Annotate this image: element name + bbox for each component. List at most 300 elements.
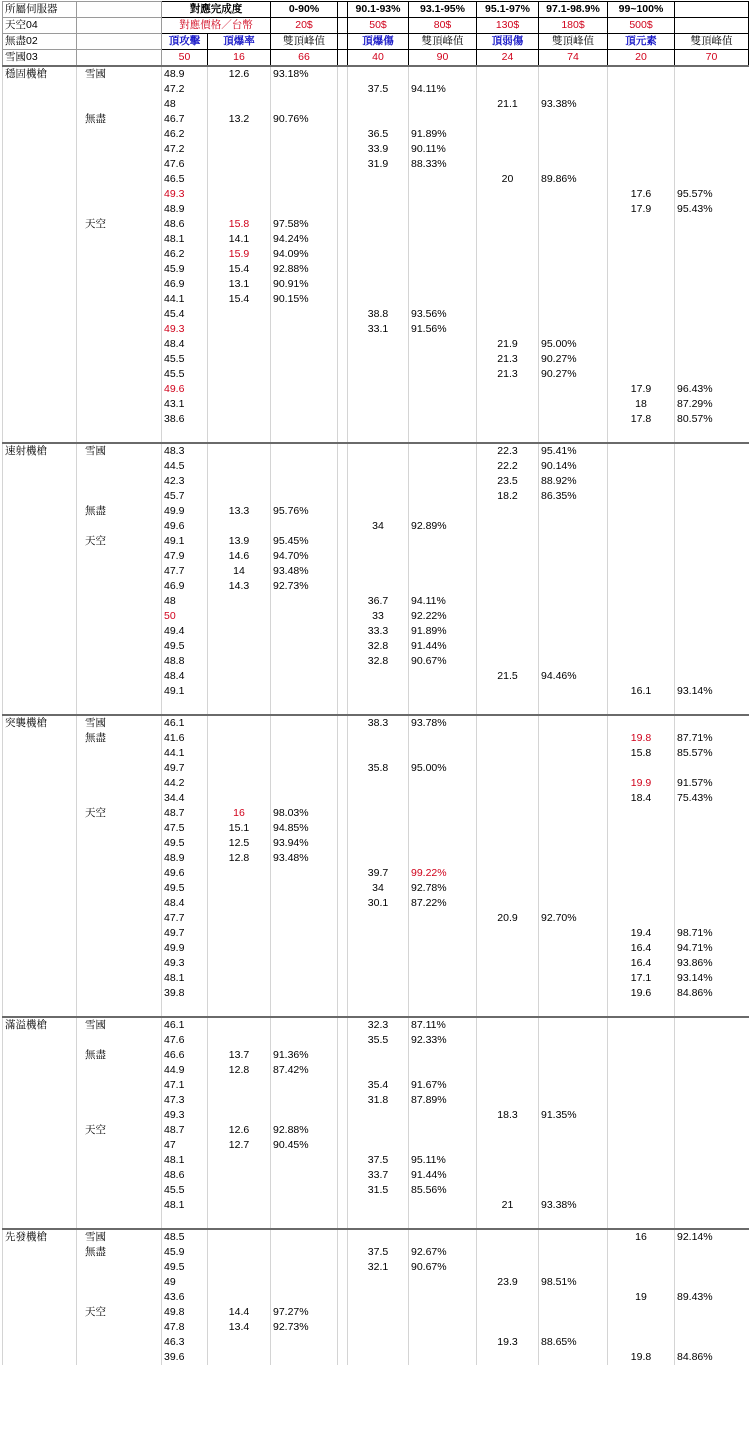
peak-value [539,715,608,731]
crit-dmg-value [348,202,409,217]
server-name: 天空 [77,534,162,549]
table-row [3,639,749,654]
attack-value: 48.1 [162,1198,208,1213]
peak-value [675,821,749,836]
header-cell: 20$ [271,18,338,34]
crit-rate-value [208,791,271,806]
server-name [77,187,162,202]
spacer-cell [338,986,348,1001]
peak-value [271,519,338,534]
table-row [3,1229,749,1245]
peak-value: 95.41% [539,443,608,459]
spacer-cell [338,594,348,609]
peak-value [675,1245,749,1260]
peak-value: 96.43% [675,382,749,397]
header-cell [77,2,162,18]
table-row [3,337,749,352]
table-row [3,549,749,564]
crit-dmg-value [348,337,409,352]
table-row [3,247,749,262]
peak-value: 89.86% [539,172,608,187]
peak-value: 93.94% [271,836,338,851]
spacer-cell [338,715,348,731]
peak-value [675,851,749,866]
weak-dmg-value [477,1320,539,1335]
crit-dmg-value [348,1063,409,1078]
server-name [77,746,162,761]
spacer-cell [338,1168,348,1183]
peak-value [675,82,749,97]
peak-value [539,202,608,217]
header-cell [675,2,749,18]
crit-rate-value [208,1335,271,1350]
price-table [2,1,749,1365]
attack-value: 44.1 [162,292,208,307]
peak-value [271,1260,338,1275]
server-name [77,489,162,504]
table-row [3,382,749,397]
crit-dmg-value [348,806,409,821]
table-row [3,217,749,232]
crit-dmg-value: 33 [348,609,409,624]
element-value [608,82,675,97]
server-name [77,791,162,806]
peak-value [539,1048,608,1063]
crit-rate-value: 15.4 [208,292,271,307]
spacer-cell [338,307,348,322]
peak-value [271,791,338,806]
crit-rate-value [208,172,271,187]
table-row [3,202,749,217]
peak-value [675,761,749,776]
element-value [608,579,675,594]
server-name [77,1260,162,1275]
peak-value [409,352,477,367]
element-value [608,292,675,307]
peak-value [539,1229,608,1245]
peak-value [271,911,338,926]
peak-value [539,187,608,202]
peak-value [675,1108,749,1123]
weak-dmg-value [477,1033,539,1048]
crit-rate-value [208,367,271,382]
crit-dmg-value [348,926,409,941]
crit-rate-value: 12.8 [208,851,271,866]
gun-name [3,1093,77,1108]
peak-value [409,292,477,307]
crit-dmg-value [348,474,409,489]
server-name [77,1275,162,1290]
attack-value: 44.9 [162,1063,208,1078]
element-value [608,66,675,82]
peak-value [539,806,608,821]
spacer-cell [338,911,348,926]
header-cell: 50 [162,50,208,67]
table-row [3,519,749,534]
gun-name [3,172,77,187]
crit-dmg-value [348,1001,409,1017]
element-value [608,142,675,157]
peak-value [271,474,338,489]
crit-rate-value: 12.6 [208,1123,271,1138]
peak-value [539,1153,608,1168]
table-row [3,1093,749,1108]
peak-value [539,1017,608,1033]
server-name [77,1335,162,1350]
weak-dmg-value [477,731,539,746]
peak-value: 92.78% [409,881,477,896]
peak-value: 90.76% [271,112,338,127]
peak-value: 98.51% [539,1275,608,1290]
table-row [3,1245,749,1260]
peak-value [539,1138,608,1153]
weak-dmg-value: 19.3 [477,1335,539,1350]
element-value [608,277,675,292]
crit-dmg-value: 39.7 [348,866,409,881]
header-cell [338,50,348,67]
spacer-cell [338,896,348,911]
peak-value [675,519,749,534]
peak-value [271,427,338,443]
weak-dmg-value [477,594,539,609]
peak-value [539,791,608,806]
crit-rate-value: 12.7 [208,1138,271,1153]
attack-value: 47.5 [162,821,208,836]
element-value [608,1305,675,1320]
peak-value [271,1275,338,1290]
gun-name [3,489,77,504]
gun-name [3,82,77,97]
table-row [3,564,749,579]
element-value [608,896,675,911]
gun-name [3,97,77,112]
gun-name [3,821,77,836]
peak-value [409,699,477,715]
peak-value [539,761,608,776]
peak-value [271,1245,338,1260]
crit-dmg-value [348,836,409,851]
peak-value [271,367,338,382]
attack-value: 45.5 [162,367,208,382]
peak-value [409,836,477,851]
attack-value: 47 [162,1138,208,1153]
crit-dmg-value: 30.1 [348,896,409,911]
weak-dmg-value [477,851,539,866]
element-value [608,519,675,534]
weak-dmg-value [477,232,539,247]
crit-rate-value [208,1078,271,1093]
spacer-cell [338,746,348,761]
spacer-cell [338,322,348,337]
element-value: 19.9 [608,776,675,791]
peak-value [675,866,749,881]
crit-rate-value [208,337,271,352]
table-row [3,157,749,172]
peak-value: 94.70% [271,549,338,564]
crit-rate-value [208,352,271,367]
gun-name: 速射機槍 [3,443,77,459]
weak-dmg-value [477,1245,539,1260]
server-name [77,142,162,157]
weak-dmg-value [477,699,539,715]
spacer-cell [338,1320,348,1335]
crit-rate-value [208,307,271,322]
peak-value [271,1229,338,1245]
spacer-cell [338,382,348,397]
peak-value [409,684,477,699]
peak-value: 87.11% [409,1017,477,1033]
element-value [608,715,675,731]
element-value [608,1153,675,1168]
peak-value [271,1183,338,1198]
attack-value [162,427,208,443]
attack-value: 49.7 [162,761,208,776]
peak-value [409,1001,477,1017]
crit-dmg-value: 31.8 [348,1093,409,1108]
spacer-cell [338,1017,348,1033]
crit-rate-value: 16 [208,806,271,821]
table-row [3,1183,749,1198]
peak-value [271,172,338,187]
spacer-cell [338,277,348,292]
gun-name: 先發機槍 [3,1229,77,1245]
weak-dmg-value: 23.9 [477,1275,539,1290]
crit-rate-value: 15.8 [208,217,271,232]
peak-value: 90.15% [271,292,338,307]
crit-dmg-value: 35.5 [348,1033,409,1048]
peak-value [675,322,749,337]
crit-dmg-value [348,971,409,986]
attack-value: 49 [162,1275,208,1290]
crit-rate-value [208,746,271,761]
attack-value: 45.4 [162,307,208,322]
attack-value: 45.7 [162,489,208,504]
server-name: 無盡 [77,731,162,746]
gun-name [3,187,77,202]
spacer-cell [338,1078,348,1093]
table-row [3,896,749,911]
weak-dmg-value [477,202,539,217]
peak-value [409,746,477,761]
weak-dmg-value [477,791,539,806]
peak-value: 91.36% [271,1048,338,1063]
peak-value [675,97,749,112]
element-value [608,97,675,112]
spacer-cell [338,549,348,564]
peak-value [539,639,608,654]
crit-rate-value: 13.7 [208,1048,271,1063]
table-row [3,97,749,112]
element-value [608,157,675,172]
peak-value [409,791,477,806]
peak-value [271,715,338,731]
header-cell: 頂攻擊 [162,34,208,50]
attack-value: 45.5 [162,1183,208,1198]
peak-value [539,412,608,427]
peak-value [409,1198,477,1213]
peak-value [271,1017,338,1033]
header-cell: 95.1-97% [477,2,539,18]
peak-value: 91.89% [409,127,477,142]
peak-value: 87.89% [409,1093,477,1108]
attack-value: 44.1 [162,746,208,761]
peak-value: 97.58% [271,217,338,232]
crit-rate-value: 15.9 [208,247,271,262]
peak-value: 92.14% [675,1229,749,1245]
peak-value: 93.38% [539,97,608,112]
element-value [608,474,675,489]
server-name [77,896,162,911]
weak-dmg-value [477,187,539,202]
table-row [3,746,749,761]
peak-value [675,217,749,232]
element-value: 19.8 [608,731,675,746]
attack-value: 48 [162,594,208,609]
attack-value: 49.5 [162,1260,208,1275]
element-value [608,489,675,504]
gun-name [3,911,77,926]
crit-dmg-value [348,851,409,866]
element-value [608,1198,675,1213]
gun-name [3,519,77,534]
peak-value [271,624,338,639]
peak-value: 94.85% [271,821,338,836]
weak-dmg-value: 18.3 [477,1108,539,1123]
peak-value [409,367,477,382]
peak-value [271,127,338,142]
peak-value [675,639,749,654]
peak-value [539,157,608,172]
peak-value: 90.14% [539,459,608,474]
crit-rate-value [208,986,271,1001]
spacer-cell [338,427,348,443]
table-row [3,443,749,459]
header-cell [338,34,348,50]
gun-name: 突襲機槍 [3,715,77,731]
spacer-cell [338,699,348,715]
spacer-cell [338,1275,348,1290]
crit-dmg-value: 38.8 [348,307,409,322]
peak-value [409,459,477,474]
attack-value [162,699,208,715]
peak-value: 88.33% [409,157,477,172]
table-row [3,866,749,881]
crit-rate-value [208,157,271,172]
peak-value: 95.00% [539,337,608,352]
peak-value [271,926,338,941]
peak-value: 95.00% [409,761,477,776]
peak-value [675,277,749,292]
peak-value [539,66,608,82]
gun-name [3,1033,77,1048]
attack-value: 47.7 [162,911,208,926]
peak-value [675,1183,749,1198]
attack-value: 46.1 [162,715,208,731]
table-row [3,1320,749,1335]
attack-value: 39.6 [162,1350,208,1365]
peak-value: 75.43% [675,791,749,806]
peak-value [675,1138,749,1153]
peak-value [539,624,608,639]
crit-rate-value: 15.1 [208,821,271,836]
spacer-cell [338,247,348,262]
header-cell [77,18,162,34]
weak-dmg-value [477,142,539,157]
peak-value [539,82,608,97]
server-name [77,82,162,97]
spacer-cell [338,187,348,202]
attack-value: 43.6 [162,1290,208,1305]
weak-dmg-value [477,896,539,911]
weak-dmg-value [477,412,539,427]
peak-value [271,1198,338,1213]
weak-dmg-value [477,609,539,624]
gun-name [3,791,77,806]
peak-value: 95.57% [675,187,749,202]
attack-value: 49.9 [162,941,208,956]
weak-dmg-value [477,1183,539,1198]
peak-value [409,1123,477,1138]
table-row [3,761,749,776]
table-row [3,172,749,187]
attack-value: 47.9 [162,549,208,564]
server-name [77,1108,162,1123]
table-row [3,911,749,926]
peak-value [271,776,338,791]
element-value [608,1001,675,1017]
attack-value: 49.6 [162,382,208,397]
spacer-cell [338,806,348,821]
spacer-cell [338,157,348,172]
peak-value [271,1001,338,1017]
spacer-cell [338,1305,348,1320]
weak-dmg-value [477,836,539,851]
weak-dmg-value: 20 [477,172,539,187]
peak-value: 92.73% [271,579,338,594]
attack-value: 46.6 [162,1048,208,1063]
table-row [3,277,749,292]
spacer-cell [338,217,348,232]
attack-value: 47.6 [162,157,208,172]
header-cell: 24 [477,50,539,67]
peak-value: 93.48% [271,564,338,579]
peak-value [271,382,338,397]
element-value [608,624,675,639]
peak-value: 88.65% [539,1335,608,1350]
weak-dmg-value [477,157,539,172]
peak-value [675,307,749,322]
element-value [608,669,675,684]
peak-value [539,699,608,715]
peak-value [675,699,749,715]
spacer-cell [338,474,348,489]
spacer-cell [338,1001,348,1017]
weak-dmg-value: 21.5 [477,669,539,684]
crit-rate-value [208,609,271,624]
attack-value: 49.7 [162,926,208,941]
peak-value [675,1078,749,1093]
server-name [77,277,162,292]
crit-rate-value: 13.3 [208,504,271,519]
spacer-cell [338,1123,348,1138]
peak-value [271,866,338,881]
peak-value: 90.27% [539,352,608,367]
server-name [77,851,162,866]
crit-dmg-value [348,1138,409,1153]
spacer-cell [338,1048,348,1063]
server-name [77,474,162,489]
crit-dmg-value: 32.8 [348,654,409,669]
